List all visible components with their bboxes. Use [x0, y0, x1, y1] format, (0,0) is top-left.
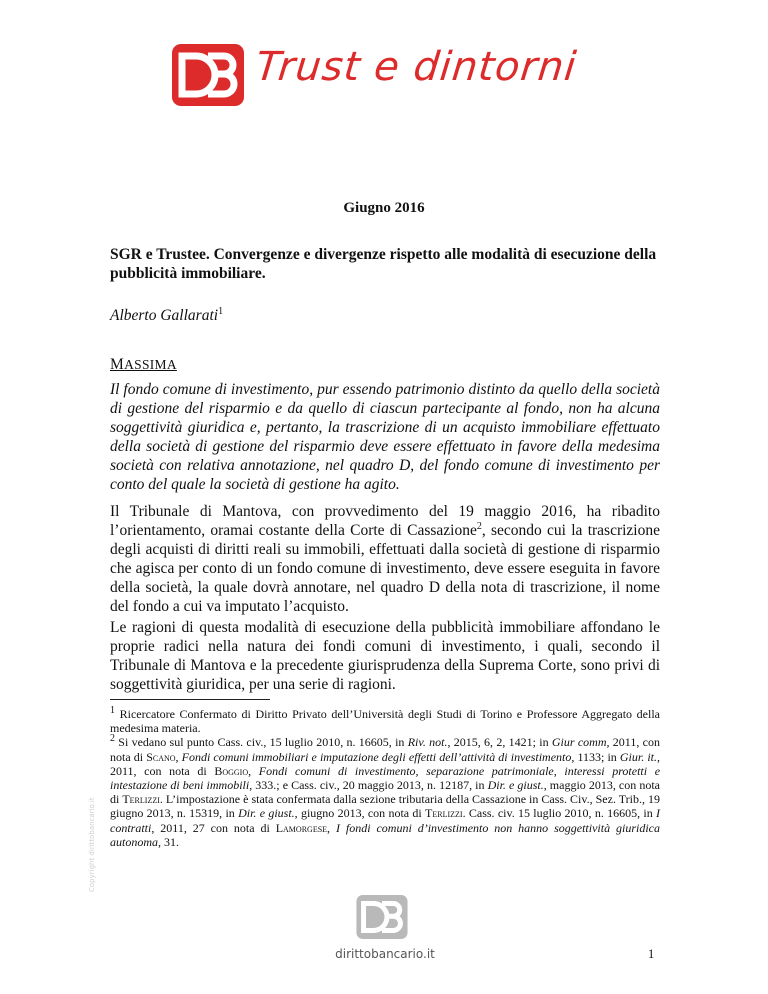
footnote-1-number: 1 — [110, 705, 115, 716]
fn2-italic: Dir. e giust. — [238, 806, 295, 821]
footnote-2-number: 2 — [110, 733, 115, 745]
page-number: 1 — [648, 947, 655, 961]
db-watermark-icon — [355, 895, 409, 939]
fn2-part: , — [248, 763, 259, 778]
fn2-author: Boggio — [214, 763, 249, 778]
author-name: Alberto Gallarati — [110, 307, 219, 324]
fn2-italic: I fondi comuni d’investimento non hanno soggettività giuridica autonoma, — [110, 820, 660, 849]
fn2-author: Terlizzi — [122, 792, 160, 807]
footnote-divider — [110, 699, 270, 700]
header-logo — [172, 34, 602, 124]
fn2-author: Lamorgese — [275, 820, 328, 835]
fn2-part: , 2011, con nota di — [110, 749, 660, 778]
fn2-italic: Fondi comuni di investimento, separazione patrimoniale, interessi protetti e intestazione di beni immobili — [110, 763, 661, 793]
p1-text-a: Il Tribunale di Mantova, con provvedimento del 19 maggio 2016, ha ribadito l’orientamento, oramai costante della Corte di Cassazione — [110, 503, 660, 539]
author-footnote-ref[interactable]: 1 — [218, 305, 224, 317]
massima-heading — [110, 355, 660, 374]
footnote-1-text: Ricercatore Confermato di Diritto Privato dell’Università degli Studi di Torino e Professore Aggregato della medesima materia. — [110, 707, 660, 736]
fn2-part: , giugno 2013, con nota di — [294, 806, 426, 821]
footnote-2 — [110, 735, 660, 849]
fn2-part: . L’impostazione è stata confermata dalla sezione tributaria della Cassazione in Cass. Civ., Sez. Trib., 19 giugno 2013, n. 15319, in — [110, 792, 660, 821]
massima-heading-first: M — [110, 356, 125, 373]
copyright-notice: Copyright dirittobancario.it — [88, 797, 96, 892]
footer-watermark — [330, 895, 440, 975]
body-paragraph-1 — [110, 502, 660, 616]
footnote-ref-2[interactable]: 2 — [476, 520, 482, 532]
fn2-author: Terlizzi — [425, 806, 463, 821]
fn2-italic: Riv. not. — [407, 735, 448, 750]
massima-text: Il fondo comune di investimento, pur essendo patrimonio distinto da quello della società di gestione del risparmio e da quello di ciascun partecipante al fondo, non ha alcuna soggettività giuridica e, pertanto, la trascrizione di un acquisto immobiliare effettuato della società di gestione del risparmio deve essere effettuato in favore della medesima società con relativa annotazione, nel quadro D, del fondo comune di investimento per conto del quale la società di gestione ha agito. — [110, 381, 660, 493]
fn2-part: Si vedano sul punto Cass. civ., 15 luglio 2010, n. 16605, in — [115, 735, 408, 750]
fn2-part: 2011, con nota di — [110, 735, 660, 764]
fn2-italic: Dir. e giust. — [487, 778, 544, 793]
fn2-part: , 333.; e Cass. civ., 20 maggio 2013, n. 12187, in — [249, 778, 488, 793]
document-date: Giugno 2016 — [343, 200, 425, 216]
massima-heading-rest: ASSIMA — [124, 357, 177, 372]
footnotes — [110, 707, 660, 849]
fn2-italic: I contratti — [110, 806, 661, 835]
footnote-1 — [110, 707, 660, 735]
author — [110, 306, 660, 325]
fn2-part: , — [327, 820, 336, 835]
fn2-part: , 2011, 27 con nota di — [151, 820, 276, 835]
logo-title: Trust e dintorni — [253, 44, 580, 90]
document-title: SGR e Trustee. Convergenze e divergenze rispetto alle modalità di esecuzione della pubblicità immobiliare. — [110, 246, 657, 282]
fn2-italic: Giur. it. — [619, 749, 657, 764]
fn2-part: , — [175, 749, 182, 764]
body-paragraph-2: Le ragioni di questa modalità di esecuzione della pubblicità immobiliare affondano le proprie radici nella natura dei fondi comuni di investimento, i quali, secondo il Tribunale di Mantova e la precedente giurisprudenza della Suprema Corte, sono privi di soggettività giuridica, per una serie di ragioni. — [110, 619, 660, 693]
db-logo-icon — [172, 44, 244, 106]
fn2-part: , 2015, 6, 2, 1421; in — [447, 735, 552, 750]
p1-text-b: , secondo cui la trascrizione degli acquisti di diritti reali su immobili, effettuati dalla società di gestione di risparmio che agisca per conto di un fondo comune di investimento, deve essere eseguita in favore della società, la quale dovrà annotare, nel quadro D della nota di trascrizione, il nome del fondo a cui va imputato l’acquisto. — [110, 522, 660, 615]
fn2-italic: Giur comm, — [551, 735, 610, 750]
fn2-part: 31. — [161, 834, 179, 849]
fn2-part: , maggio 2013, con nota di — [110, 778, 660, 807]
fn2-part: 1133; in — [574, 749, 620, 764]
fn2-italic: Fondi comuni immobiliari e imputazione degli effetti dell’attività di investimento, — [181, 749, 575, 764]
fn2-author: Scano — [146, 749, 176, 764]
fn2-part: . Cass. civ. 15 luglio 2010, n. 16605, in — [462, 806, 657, 821]
watermark-label: dirittobancario.it — [335, 947, 435, 961]
